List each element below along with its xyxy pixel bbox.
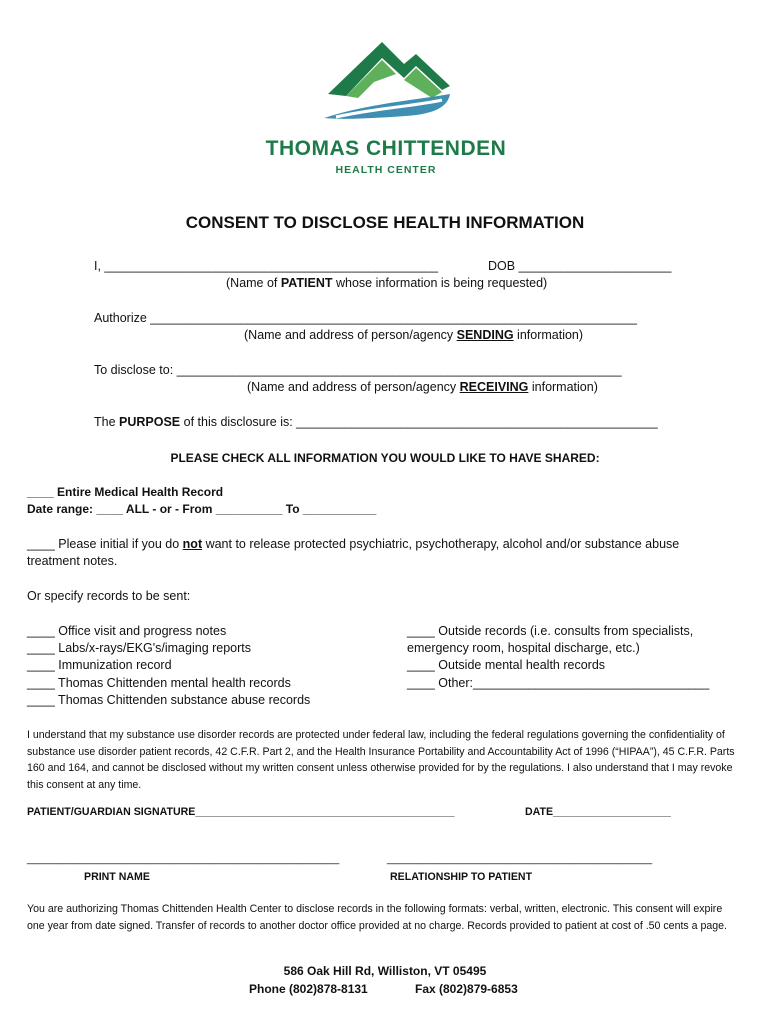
- specify-label: Or specify records to be sent:: [27, 589, 191, 603]
- patient-name-field[interactable]: ________________________________________________: [104, 259, 439, 273]
- disclose-field[interactable]: ________________________________________________________________: [176, 363, 622, 377]
- patient-prefix: I,: [94, 259, 105, 273]
- authorize-label: Authorize: [94, 311, 151, 325]
- logo-name: THOMAS CHITTENDEN: [265, 137, 507, 160]
- sending-caption-bold: SENDING: [456, 328, 514, 342]
- initial-text: ____ Please initial if you do: [27, 537, 183, 551]
- purpose-bold: PURPOSE: [119, 415, 181, 429]
- disclose-row: [94, 363, 622, 377]
- receiving-caption-text: (Name and address of person/agency: [247, 380, 460, 394]
- dob-label: DOB: [488, 259, 519, 273]
- record-item[interactable]: ____ Thomas Chittenden mental health records: [27, 676, 291, 690]
- authorize-field[interactable]: ______________________________________________________________________: [150, 311, 637, 325]
- record-item-continued: emergency room, hospital discharge, etc.): [407, 641, 640, 655]
- print-name-label: PRINT NAME: [84, 871, 150, 883]
- disclose-label: To disclose to:: [94, 363, 177, 377]
- record-item[interactable]: ____ Thomas Chittenden substance abuse records: [27, 693, 311, 707]
- initial-not-bold: not: [182, 537, 203, 551]
- check-heading: PLEASE CHECK ALL INFORMATION YOU WOULD LIKE TO HAVE SHARED:: [170, 451, 600, 465]
- patient-caption-bold: PATIENT: [280, 276, 333, 290]
- patient-caption: [226, 276, 547, 290]
- entire-record-checkline[interactable]: ____ Entire Medical Health Record: [27, 485, 224, 499]
- relationship-field[interactable]: _____________________________________________: [387, 853, 653, 865]
- record-item[interactable]: ____ Office visit and progress notes: [27, 624, 227, 638]
- receiving-caption-bold: RECEIVING: [459, 380, 529, 394]
- footer-phone: Phone (802)878-8131: [249, 982, 368, 996]
- patient-name-row: [94, 259, 438, 273]
- record-item[interactable]: ____ Outside mental health records: [407, 658, 606, 672]
- logo-subtitle: HEALTH CENTER: [335, 164, 437, 176]
- dob-field[interactable]: ______________________: [518, 259, 672, 273]
- date-range-line[interactable]: Date range: ____ ALL - or - From __________ To ___________: [27, 502, 377, 516]
- patient-caption-text-end: whose information is being requested): [332, 276, 548, 290]
- consent-paragraph: I understand that my substance use disorder records are protected under federal law, including the federal regulations governing the confidentiality of substance use disorder patient records, 42 C.F.R. Part 2, and the Health Insurance Portability and Accountability Act of 1996 (“HIPAA”), 45 C.F.R. Parts 160 and 164, and cannot be disclosed without my written consent unless otherwise provided for by the regulations. I also understand that I may revoke this consent at any time.: [27, 729, 735, 791]
- initial-line[interactable]: [27, 537, 679, 551]
- record-item[interactable]: ____ Immunization record: [27, 658, 172, 672]
- purpose-text: The: [94, 415, 120, 429]
- patient-caption-text: (Name of: [226, 276, 281, 290]
- disclose-caption: [247, 380, 598, 394]
- footer-address: 586 Oak Hill Rd, Williston, VT 05495: [283, 964, 487, 978]
- mountain-logo-icon: [236, 34, 536, 134]
- record-item[interactable]: ____ Outside records (i.e. consults from specialists,: [407, 624, 694, 638]
- authorize-caption: [244, 328, 583, 342]
- relationship-label: RELATIONSHIP TO PATIENT: [390, 871, 533, 883]
- record-item-other[interactable]: ____ Other:__________________________________: [407, 676, 710, 690]
- sending-caption-text: (Name and address of person/agency: [244, 328, 457, 342]
- page-title: CONSENT TO DISCLOSE HEALTH INFORMATION: [185, 213, 585, 232]
- purpose-row: [94, 415, 658, 429]
- purpose-field[interactable]: ____________________________________________________: [296, 415, 658, 429]
- dob-row: [488, 259, 672, 273]
- signature-field[interactable]: PATIENT/GUARDIAN SIGNATURE____________________________________________: [27, 806, 455, 818]
- health-center-logo: [236, 34, 536, 184]
- record-item[interactable]: ____ Labs/x-rays/EKG's/imaging reports: [27, 641, 252, 655]
- sending-caption-text-end: information): [513, 328, 584, 342]
- initial-text-end: want to release protected psychiatric, psychotherapy, alcohol and/or substance abuse: [202, 537, 680, 551]
- print-name-field[interactable]: _____________________________________________________: [27, 853, 340, 865]
- formats-paragraph: You are authorizing Thomas Chittenden Health Center to disclose records in the following formats: verbal, written, electronic. This consent will expire one year from date signed. Transfer of records to another doctor office provided at no charge. Records provided to patient at cost of .50 cents a page.: [27, 903, 727, 932]
- initial-line-2: treatment notes.: [27, 554, 118, 568]
- receiving-caption-text-end: information): [528, 380, 598, 394]
- date-field[interactable]: DATE____________________: [525, 806, 671, 818]
- footer-fax: Fax (802)879-6853: [415, 982, 518, 996]
- purpose-text-end: of this disclosure is:: [180, 415, 297, 429]
- authorize-row: [94, 311, 637, 325]
